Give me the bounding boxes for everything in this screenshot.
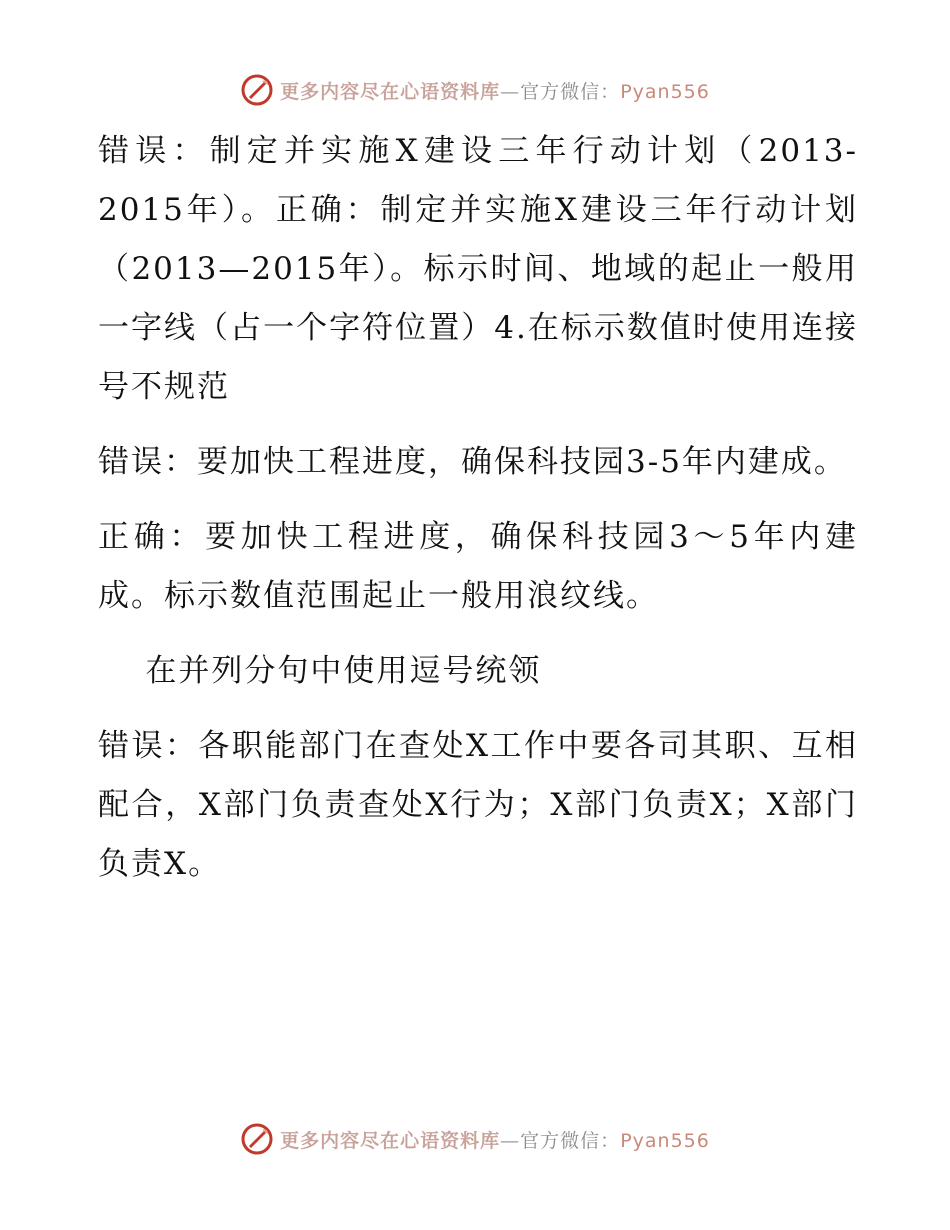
watermark-separator: — [500, 80, 521, 103]
watermark-title: 更多内容尽在心语资料库 [280, 1129, 501, 1152]
watermark-text [280, 77, 710, 104]
paragraph-2: 错误：要加快工程进度，确保科技园3-5年内建成。 [98, 444, 847, 480]
watermark-footer [0, 1119, 950, 1159]
quill-logo-icon [240, 73, 274, 107]
paragraph-1: 错误：制定并实施X建设三年行动计划（2013-2015年）。正确：制定并实施X建设三年行动计划（2013—2015年）。标示时间、地域的起止一般用一字线（占一个字符位置）4.在标示数值时使用连接号不规范 [98, 133, 858, 405]
watermark-label: 官方微信： [520, 1129, 621, 1152]
quill-logo-icon [240, 1122, 274, 1156]
document-body [98, 122, 858, 894]
watermark-text [280, 1126, 710, 1153]
watermark-header [0, 70, 950, 110]
watermark-label: 官方微信： [520, 80, 621, 103]
watermark-id: Pyan556 [620, 1129, 710, 1152]
watermark-title: 更多内容尽在心语资料库 [280, 80, 501, 103]
paragraph-4: 在并列分句中使用逗号统领 [98, 653, 542, 689]
watermark-id: Pyan556 [620, 80, 710, 103]
paragraph-3: 正确：要加快工程进度，确保科技园3～5年内建成。标示数值范围起止一般用浪纹线。 [98, 519, 858, 614]
paragraph-5: 错误：各职能部门在查处X工作中要各司其职、互相配合，X部门负责查处X行为；X部门负责X；X部门负责X。 [98, 728, 858, 882]
watermark-separator: — [500, 1129, 521, 1152]
